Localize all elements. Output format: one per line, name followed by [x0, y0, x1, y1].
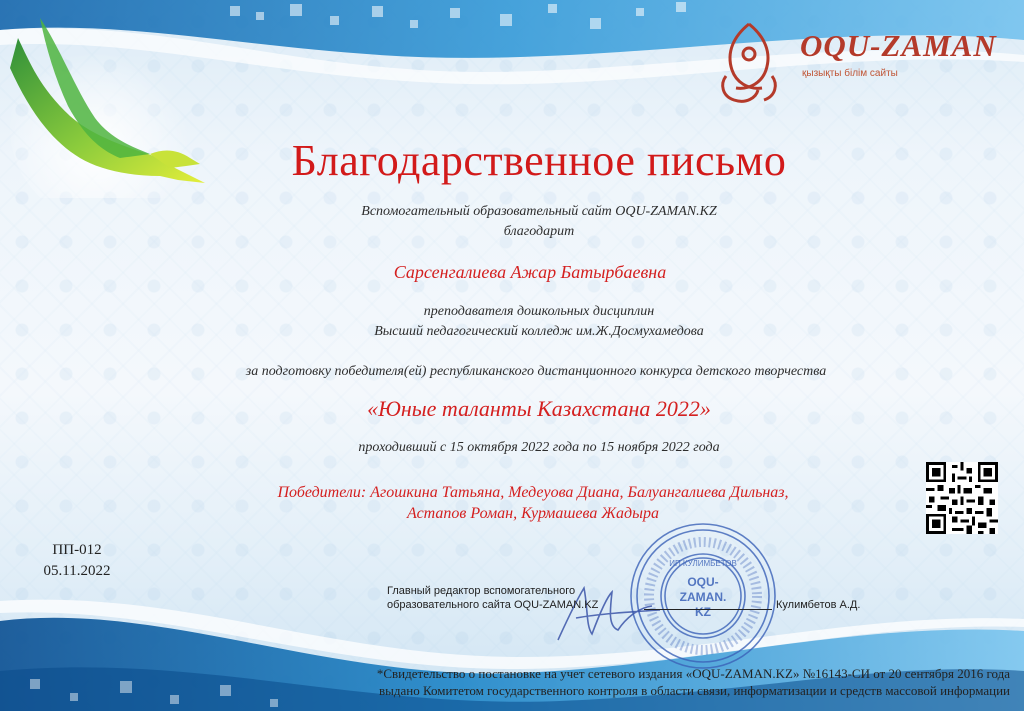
recipient-name: Сарсенгалиева Ажар Батырбаевна: [393, 262, 667, 282]
contest-period: проходивший с 15 октября 2022 года по 15 ноября 2022 года: [358, 440, 720, 455]
stamp-center-line-2: ZAMAN.: [679, 590, 727, 604]
recipient-position: преподавателя дошкольных дисциплин: [423, 304, 655, 319]
ornament-logo-icon: [706, 18, 792, 106]
stamp-center-line-3: KZ: [695, 605, 711, 619]
oqu-zaman-logo: [706, 18, 1006, 108]
footer-registration-line-1: *Свидетельство о постановке на учет сетевого издания «OQU-ZAMAN.KZ» №16143-СИ от 20 сентября 2016 года: [376, 666, 1010, 681]
stamp-ring-text: ИП КУЛИМБЕТОВ: [669, 559, 737, 568]
footer-registration-line-2: выдано Комитетом государственного контроля в области связи, информатизации и средств массовой информации: [379, 683, 1010, 698]
logo-title: OQU-ZAMAN: [800, 28, 997, 63]
logo-subtitle: қызықты білім сайты: [802, 68, 898, 79]
winners-line-2: Астапов Роман, Курмашева Жадыра: [407, 505, 659, 522]
qr-code-icon: [926, 462, 998, 534]
award-reason: за подготовку победителя(ей) республиканского дистанционного конкурса детского творчества: [245, 364, 827, 379]
contest-name: «Юные таланты Казахстана 2022»: [367, 396, 711, 421]
stamp-center-line-1: OQU-: [687, 575, 719, 589]
signature-line: [644, 609, 772, 610]
winners-line-1: Победители: Агошкина Татьяна, Медеуова Диана, Балуангалиева Дильназ,: [277, 484, 789, 501]
editor-title-line-2: образовательного сайта OQU-ZAMAN.KZ: [387, 599, 599, 611]
certificate-title: Благодарственное письмо: [291, 136, 787, 185]
thanks-word: благодарит: [503, 224, 575, 239]
document-date: 05.11.2022: [43, 563, 111, 579]
editor-title: [387, 584, 598, 612]
editor-name: Кулимбетов А.Д.: [776, 599, 861, 611]
document-code: ПП-012: [52, 542, 102, 558]
editor-title-line-1: Главный редактор вспомогательного: [387, 585, 576, 597]
issuer-line: Вспомогательный образовательный сайт OQU-ZAMAN.KZ: [361, 204, 717, 219]
recipient-college: Высший педагогический колледж им.Ж.Досмухамедова: [374, 324, 704, 339]
winners-list: [0, 482, 1024, 524]
